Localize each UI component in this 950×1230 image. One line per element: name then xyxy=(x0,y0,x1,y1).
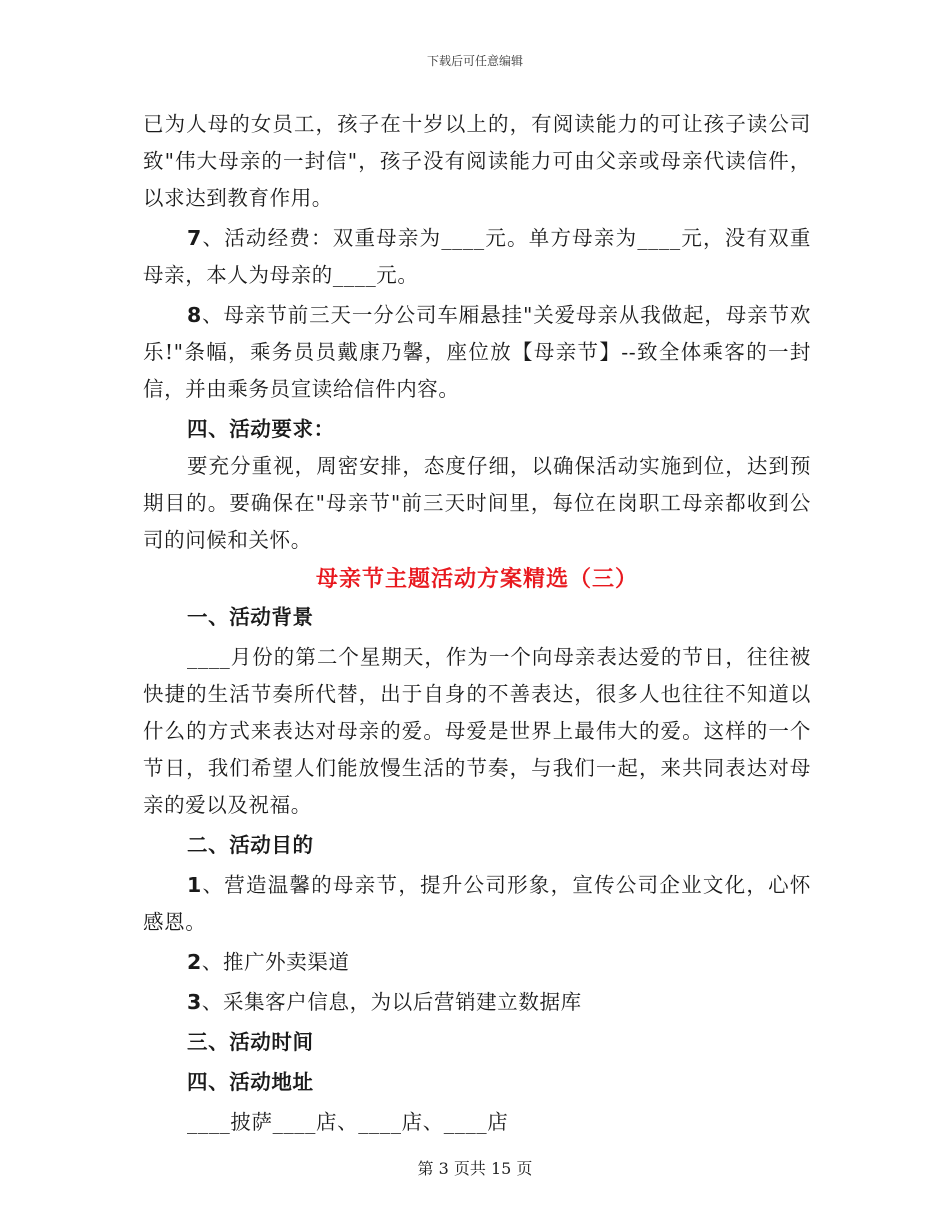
item-text: 、推广外卖渠道 xyxy=(201,950,350,974)
paragraph-address: ____披萨____店、____店、____店 xyxy=(187,1110,509,1134)
heading-background: 一、活动背景 xyxy=(187,605,314,629)
heading-time: 三、活动时间 xyxy=(187,1030,314,1054)
goal-1 xyxy=(143,867,811,941)
item-7-budget xyxy=(143,220,811,294)
heading-purpose: 二、活动目的 xyxy=(187,833,314,857)
item-number: 7 xyxy=(187,226,202,250)
item-number: 2 xyxy=(187,950,202,974)
item-8-banner xyxy=(143,297,811,408)
paragraph-requirements: 要充分重视，周密安排，态度仔细，以确保活动实施到位，达到预期目的。要确保在"母亲节"前三天时间里，每位在岗职工母亲都收到公司的问候和关怀。 xyxy=(143,454,811,552)
item-text: 、母亲节前三天一分公司车厢悬挂"关爱母亲从我做起，母亲节欢乐!"条幅，乘务员员戴康乃馨，座位放【母亲节】--致全体乘客的一封信，并由乘务员宣读给信件内容。 xyxy=(143,303,811,401)
document-body xyxy=(143,106,811,1141)
paragraph-background: ____月份的第二个星期天，作为一个向母亲表达爱的节日，往往被快捷的生活节奏所代替，出于自身的不善表达，很多人也往往不知道以什么的方式来表达对母亲的爱。母爱是世界上最伟大的爱。这样的一个节日，我们希望人们能放慢生活的节奏，与我们一起，来共同表达对母亲的爱以及祝福。 xyxy=(143,645,811,817)
paragraph-letter: 已为人母的女员工，孩子在十岁以上的，有阅读能力的可让孩子读公司致"伟大母亲的一封信"，孩子没有阅读能力可由父亲或母亲代读信件，以求达到教育作用。 xyxy=(143,112,811,210)
item-number: 1 xyxy=(187,873,202,897)
page-header: 下载后可任意编辑 xyxy=(426,54,523,68)
item-text: 、活动经费：双重母亲为____元。单方母亲为____元，没有双重母亲，本人为母亲的____元。 xyxy=(143,226,811,287)
item-number: 3 xyxy=(187,990,202,1014)
section-title: 母亲节主题活动方案精选（三） xyxy=(315,566,638,592)
heading-requirements: 四、活动要求： xyxy=(187,417,335,441)
goal-2 xyxy=(143,944,811,981)
item-number: 8 xyxy=(187,303,202,327)
item-text: 、营造温馨的母亲节，提升公司形象，宣传公司企业文化，心怀感恩。 xyxy=(143,873,811,934)
goal-3 xyxy=(143,984,811,1021)
page-footer: 第 3 页共 15 页 xyxy=(417,1159,533,1178)
item-text: 、采集客户信息，为以后营销建立数据库 xyxy=(201,990,582,1014)
heading-address: 四、活动地址 xyxy=(187,1070,314,1094)
